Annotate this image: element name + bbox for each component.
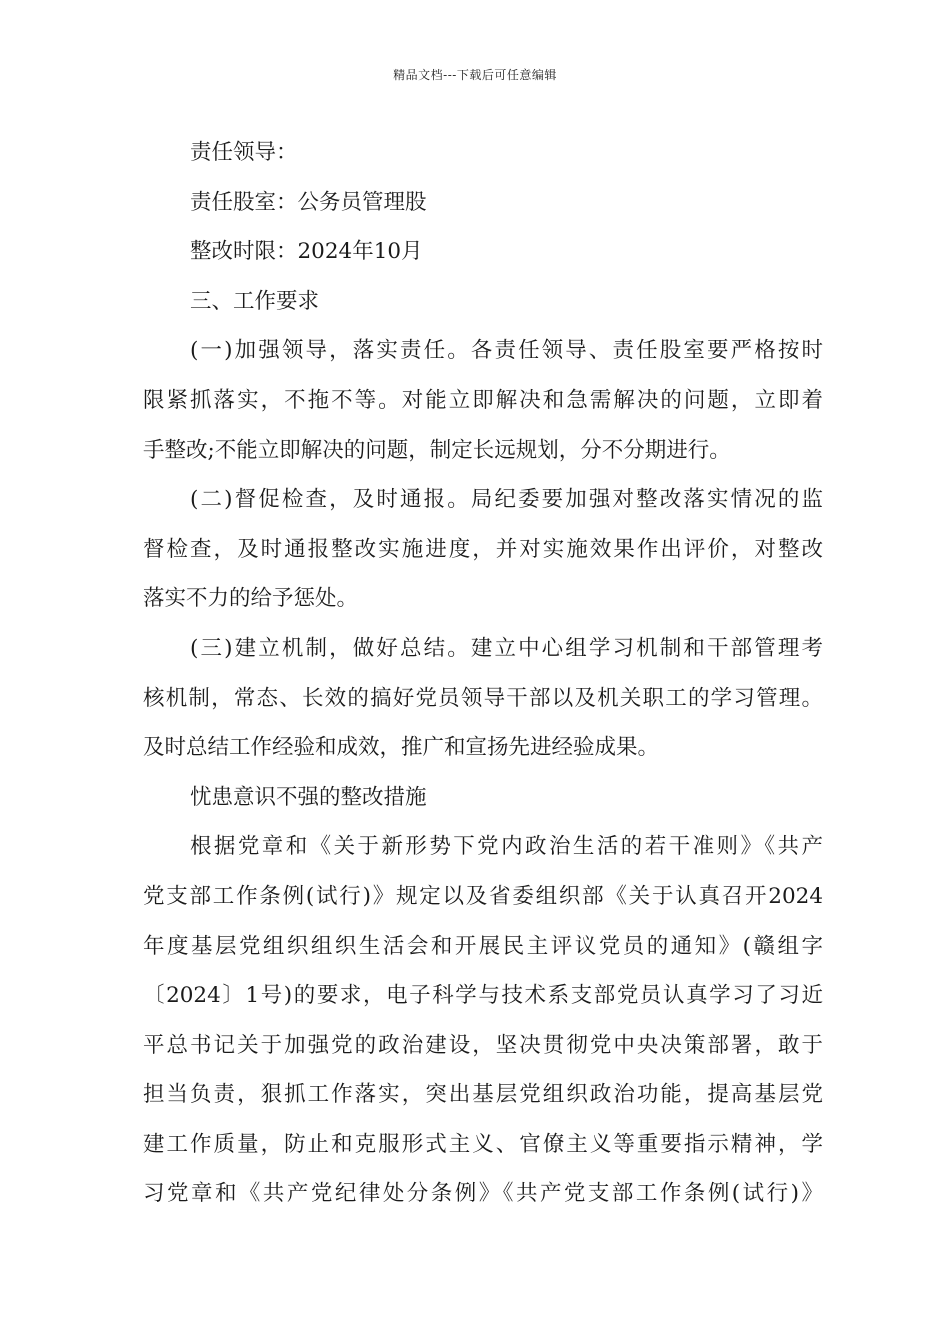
body-line: 责任领导： [190,140,298,165]
body-line: 责任股室：公务员管理股 [190,189,427,215]
body-line: 落实不力的给予惩处。 [143,586,359,612]
body-line: 党支部工作条例(试行)》规定以及省委组织部《关于认真召开2024 [143,883,823,909]
body-line: 担当负责，狠抓工作落实，突出基层党组织政治功能，提高基层党 [143,1082,823,1108]
body-line: 核机制，常态、长效的搞好党员领导干部以及机关职工的学习管理。 [143,685,823,711]
body-line: (二)督促检查，及时通报。局纪委要加强对整改落实情况的监 [190,487,823,513]
body-line: 建工作质量，防止和克服形式主义、官僚主义等重要指示精神，学 [143,1131,823,1157]
body-line: 限紧抓落实，不拖不等。对能立即解决和急需解决的问题，立即着 [143,387,823,413]
body-line: 〔2024〕1号)的要求，电子科学与技术系支部党员认真学习了习近 [143,983,823,1009]
body-line: 及时总结工作经验和成效，推广和宣扬先进经验成果。 [143,735,660,761]
page-header: 精品文档---下载后可任意编辑 [393,68,557,82]
body-line: 习党章和《共产党纪律处分条例》《共产党支部工作条例(试行)》 [143,1181,823,1207]
body-line: 督检查，及时通报整改实施进度，并对实施效果作出评价，对整改 [143,536,823,562]
body-line: (一)加强领导，落实责任。各责任领导、责任股室要严格按时 [190,338,823,364]
body-line: 手整改;不能立即解决的问题，制定长远规划，分不分期进行。 [143,437,731,463]
section-heading: 忧患意识不强的整改措施 [190,784,427,810]
body-line: 平总书记关于加强党的政治建设，坚决贯彻党中央决策部署，敢于 [143,1032,823,1058]
document-body [143,128,823,1219]
body-line: (三)建立机制，做好总结。建立中心组学习机制和干部管理考 [190,635,823,661]
body-line: 年度基层党组织组织生活会和开展民主评议党员的通知》(赣组字 [143,933,823,959]
section-heading: 三、工作要求 [190,288,320,314]
body-line: 整改时限：2024年10月 [190,239,423,265]
body-line: 根据党章和《关于新形势下党内政治生活的若干准则》《共产 [190,834,823,860]
